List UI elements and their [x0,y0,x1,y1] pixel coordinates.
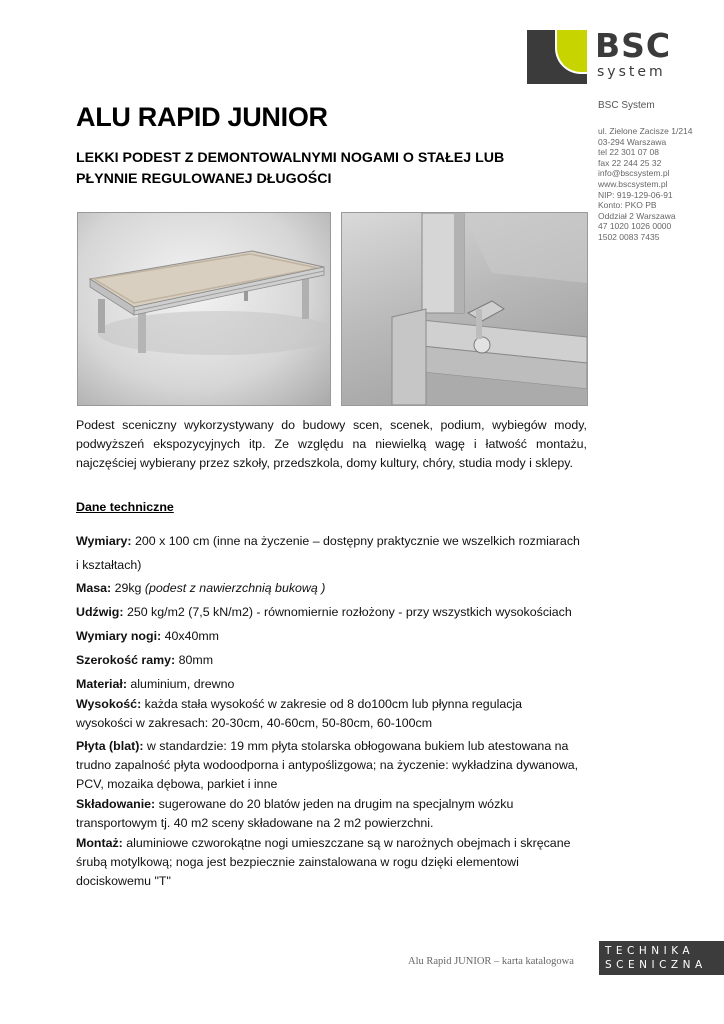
email-line: info@bscsystem.pl [598,168,670,179]
spec-load [76,603,596,622]
spec-assembly [76,834,571,891]
spec-value: aluminiowe czworokątne nogi umieszczane są w narożnych obejmach i skręcane śrubą motylkową; noga jest bezpiecznie zainstalowana w rogu dzięki elementowi dociskowemu "T" [76,836,571,888]
badge-line: TECHNIKA [605,945,695,957]
spec-label: Montaż: [76,836,123,850]
account-line: 47 1020 1026 0000 [598,221,672,232]
spec-material [76,675,596,694]
spec-label: Składowanie: [76,797,156,811]
contact-address [598,126,718,243]
spec-value: 250 kg/m2 (7,5 kN/m2) - równomiernie rozłożony - przy wszystkich wysokościach [123,605,572,619]
spec-label: Wysokość: [76,697,142,711]
bank-line: Oddział 2 Warszawa [598,210,676,221]
spec-label: Masa: [76,581,112,595]
spec-value: 80mm [175,653,214,667]
spec-label: Wymiary nogi: [76,629,162,643]
spec-value: i kształtach) [76,558,142,572]
phone-line: tel 22 301 07 08 [598,147,659,158]
address-line: 03-294 Warszawa [598,136,667,147]
spec-height [76,695,581,733]
spec-value: sugerowane do 20 blatów jeden na drugim na specjalnym wózku transportowym tj. 40 m2 sceny składowane na 2 m2 powierzchni. [76,797,514,830]
company-name: BSC System [598,100,655,111]
spec-mass [76,579,596,598]
fax-line: fax 22 244 25 32 [598,157,662,168]
product-photo-detail [341,212,588,406]
account-line: 1502 0083 7435 [598,231,660,242]
spec-value: w standardzie: 19 mm płyta stolarska obłogowana bukiem lub atestowana na trudno zapalność płyta wodoodporna i antypoślizgowa; na życzenie: wykładzina dywanowa, PCV, mozaika dębowa, parkiet i inne [76,739,579,791]
nip-line: NIP: 919-129-06-91 [598,189,673,200]
spec-label: Wymiary: [76,534,132,548]
spec-label: Szerokość ramy: [76,653,176,667]
spec-value: 40x40mm [161,629,220,643]
badge-line: SCENICZNA [605,959,707,971]
logo-mark-icon [527,30,587,84]
spec-dimensions-continued [76,556,596,575]
spec-dimensions [76,532,596,551]
platform-illustration-icon [78,213,330,405]
product-description: Podest sceniczny wykorzystywany do budowy scen, scenek, podium, wybiegów mody, podwyższeń ekspozycyjnych itp. Ze względu na niewielką wagę i łatwość montażu, najczęściej wybierany przez szkoły, przedszkola, domy kultury, chóry, studia mody i sklepy. [76,418,587,470]
spec-leg [76,627,596,646]
leg-clamp-detail-icon [342,213,587,405]
logo-subname: system [597,64,666,80]
footer-caption: Alu Rapid JUNIOR – karta katalogowa [408,956,574,967]
technika-sceniczna-badge [599,941,724,975]
spec-label: Udźwig: [76,605,124,619]
page-subtitle: LEKKI PODEST Z DEMONTOWALNYMI NOGAMI O STAŁEJ LUB PŁYNNIE REGULOWANEJ DŁUGOŚCI [76,150,505,187]
spec-value: aluminium, drewno [126,677,235,691]
bsc-logo [527,26,672,86]
address-line: ul. Zielone Zacisze 1/214 [598,126,693,136]
spec-value: 200 x 100 cm (inne na życzenie – dostępny praktycznie we wszelkich rozmiarach [131,534,580,548]
spec-frame [76,651,596,670]
spec-label: Materiał: [76,677,127,691]
spec-label: Płyta (blat): [76,739,144,753]
page-title: ALU RAPID JUNIOR [76,102,328,132]
bank-line: Konto: PKO PB [598,200,657,211]
logo-name: BSC [595,26,672,65]
product-photo-platform [77,212,331,406]
spec-board [76,737,581,794]
section-title-tech-data: Dane techniczne [76,500,174,514]
spec-note: (podest z nawierzchnią bukową ) [144,581,326,595]
spec-value: 29kg [111,581,145,595]
website-line: www.bscsystem.pl [598,178,668,189]
spec-storage [76,795,546,833]
spec-value: każda stała wysokość w zakresie od 8 do100cm lub płynna regulacja wysokości w zakresach: 20-30cm, 40-60cm, 50-80cm, 60-100cm [76,697,523,730]
